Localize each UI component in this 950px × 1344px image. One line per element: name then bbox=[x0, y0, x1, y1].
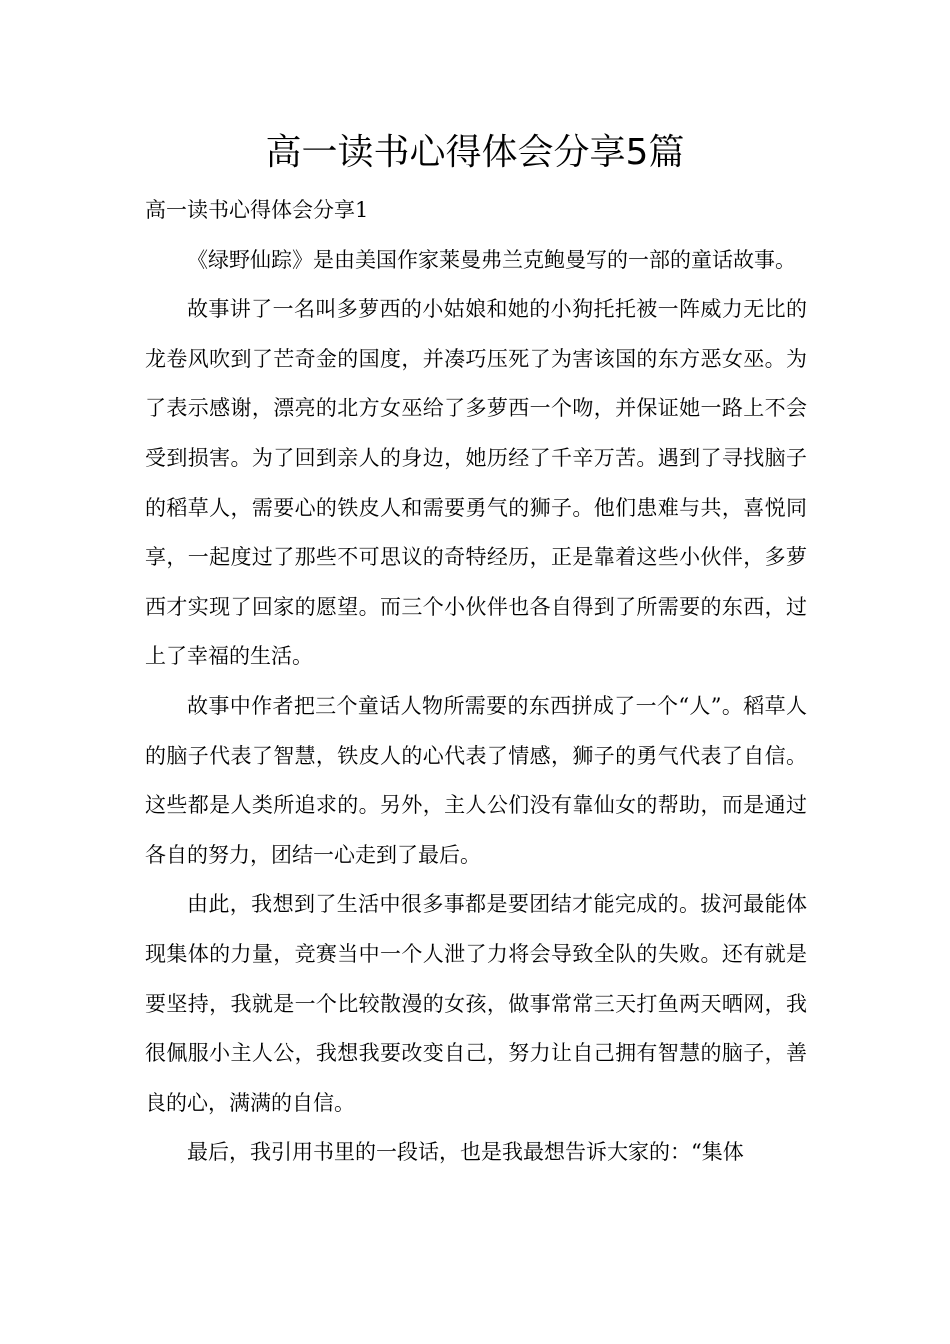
document-body bbox=[145, 186, 807, 1178]
section-heading: 高一读书心得体会分享1 bbox=[145, 198, 369, 222]
paragraph-closing: 最后，我引用书里的一段话，也是我最想告诉大家的：“集体 bbox=[187, 1140, 744, 1165]
paragraph-reflection: 由此，我想到了生活中很多事都是要团结才能完成的。拔河最能体现集体的力量，竞赛当中一个人泄了力将会导致全队的失败。还有就是要坚持，我就是一个比较散漫的女孩，做事常常三天打鱼两天晒网，我很佩服小主人公，我想我要改变自己，努力让自己拥有智慧的脑子，善良的心，满满的自信。 bbox=[145, 892, 807, 1115]
paragraph-intro: 《绿野仙踪》是由美国作家莱曼弗兰克鲍曼写的一部的童话故事。 bbox=[187, 247, 796, 272]
document-title: 高一读书心得体会分享5篇 bbox=[265, 132, 685, 173]
paragraph-meaning: 故事中作者把三个童话人物所需要的东西拼成了一个“人”。稻草人的脑子代表了智慧，铁皮人的心代表了情感，狮子的勇气代表了自信。这些都是人类所追求的。另外，主人公们没有靠仙女的帮助，而是通过各自的努力，团结一心走到了最后。 bbox=[145, 693, 807, 867]
paragraph-story: 故事讲了一名叫多萝西的小姑娘和她的小狗托托被一阵威力无比的龙卷风吹到了芒奇金的国度，并凑巧压死了为害该国的东方恶女巫。为了表示感谢，漂亮的北方女巫给了多萝西一个吻，并保证她一路上不会受到损害。为了回到亲人的身边，她历经了千辛万苦。遇到了寻找脑子的稻草人，需要心的铁皮人和需要勇气的狮子。他们患难与共，喜悦同享，一起度过了那些不可思议的奇特经历，正是靠着这些小伙伴，多萝西才实现了回家的愿望。而三个小伙伴也各自得到了所需要的东西，过上了幸福的生活。 bbox=[145, 297, 807, 669]
